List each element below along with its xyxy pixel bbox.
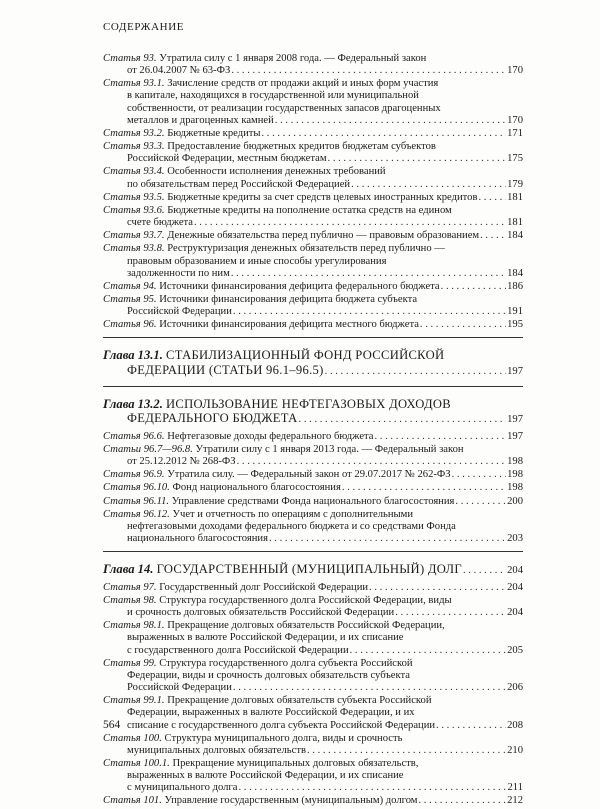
page-ref: 208 (507, 719, 523, 731)
page-ref: 204 (507, 565, 523, 577)
chapter-label: Глава 14. (103, 562, 154, 577)
toc-entry[interactable] (103, 658, 523, 694)
page-ref: 198 (507, 456, 523, 468)
dot-leader (420, 319, 506, 331)
article-title: Бюджетные кредиты за счет средств целевых иностранных кредитов (167, 191, 478, 203)
chapter-title: ФЕДЕРАЦИИ (СТАТЬИ 96.1–96.5) (127, 363, 324, 378)
toc-entry-line (103, 509, 523, 521)
toc-entry[interactable] (103, 53, 523, 77)
article-title: списание с государственного долга субъекта Российской Федерации (127, 719, 436, 731)
toc-entry-line (103, 65, 523, 77)
toc-entry-line (103, 53, 523, 65)
toc-entry-line (103, 607, 523, 619)
toc-entry-line (103, 230, 523, 242)
page-ref: 170 (507, 114, 523, 126)
toc-entry[interactable] (103, 319, 523, 331)
article-title: Прекращение муниципальных долговых обязательств, (172, 758, 419, 769)
page-ref: 197 (507, 414, 523, 426)
article-label: Статья 93.8. (103, 243, 165, 255)
article-title: Денежные обязательства перед публично — правовым образованием (167, 230, 480, 242)
toc-entry[interactable] (103, 469, 523, 481)
toc-entry-line (103, 670, 523, 682)
toc-chapter[interactable] (103, 562, 523, 579)
toc-entry[interactable] (103, 482, 523, 494)
toc-entry[interactable] (103, 166, 523, 190)
article-title: задолженности по ним (127, 267, 230, 279)
toc-entry-line (103, 521, 523, 533)
toc-entry-line (103, 733, 523, 745)
toc-entry-line (103, 645, 523, 657)
article-title: национального благосостояния (127, 533, 268, 545)
article-label: Статья 93.3. (103, 141, 165, 153)
toc-entry-line (103, 431, 523, 443)
article-title: собственности, от реализации государственных запасов драгоценных (127, 102, 441, 114)
article-title: выраженных в валюте Российской Федерации, и их списание (127, 632, 404, 644)
dot-leader (480, 230, 506, 242)
toc-entry-line (103, 595, 523, 607)
page-ref: 204 (507, 607, 523, 619)
toc-entry-line (103, 217, 523, 229)
article-label: Статья 101. (103, 795, 162, 807)
article-label: Статья 95. (103, 293, 157, 305)
article-title: Государственный долг Российской Федерации (159, 581, 369, 593)
article-label: Статья 93.6. (103, 204, 165, 216)
dot-leader (233, 306, 506, 318)
dot-leader (269, 533, 506, 545)
dot-leader (233, 682, 506, 694)
toc-entry[interactable] (103, 509, 523, 545)
toc-entry-line (103, 166, 523, 178)
toc-entry-line (103, 456, 523, 468)
article-label: Статья 93.7. (103, 230, 165, 242)
toc-entry[interactable] (103, 141, 523, 165)
chapter-title: ФЕДЕРАЛЬНОГО БЮДЖЕТА (127, 411, 298, 426)
article-title: Учет и отчетность по операциям с дополнительными (172, 508, 414, 520)
toc-entry-line (103, 720, 523, 732)
toc-entry-line (103, 707, 523, 719)
page-ref: 197 (507, 430, 523, 442)
toc-entry-line (103, 582, 523, 594)
toc-entry-line (103, 397, 523, 412)
toc-entry-line (103, 562, 523, 579)
toc-entry-line (103, 620, 523, 632)
dot-leader (342, 482, 506, 494)
article-label: Статья 93.5. (103, 191, 165, 203)
article-label: Статья 99. (103, 657, 157, 669)
toc-entry-line (103, 745, 523, 757)
article-title: Российской Федерации, местным бюджетам (127, 153, 327, 165)
page-ref: 212 (507, 795, 523, 807)
toc-entry-line (103, 268, 523, 280)
dot-leader (455, 496, 506, 508)
article-title: Реструктуризация денежных обязательств перед публично — (167, 243, 445, 255)
page-ref: 191 (507, 306, 523, 318)
toc-entry-line (103, 658, 523, 670)
toc-entry[interactable] (103, 78, 523, 127)
page-ref: 170 (507, 65, 523, 77)
dot-leader (351, 179, 506, 191)
article-title: Фонд национального благосостояния (172, 482, 341, 494)
toc-entry-line (103, 682, 523, 694)
toc-entry[interactable] (103, 205, 523, 229)
dot-leader (262, 128, 507, 140)
toc-entry[interactable] (103, 733, 523, 757)
page-ref: 198 (507, 482, 523, 494)
article-label: Статья 97. (103, 581, 157, 593)
article-title: Утратила силу. — Федеральный закон от 29.07.2017 № 262-ФЗ (167, 469, 451, 481)
toc-entry-line (103, 770, 523, 782)
toc-entry[interactable] (103, 431, 523, 443)
article-title: металлов и драгоценных камней (127, 114, 274, 126)
toc-entry-line (103, 141, 523, 153)
article-title: от 25.12.2012 № 268-ФЗ (127, 456, 236, 468)
toc-entry[interactable] (103, 128, 523, 140)
page-ref: 204 (507, 581, 523, 593)
article-label: Статья 96. (103, 319, 157, 331)
dot-leader (452, 469, 507, 481)
toc-entry-line (103, 281, 523, 293)
article-title: Предоставление бюджетных кредитов бюджетам субъектов (167, 141, 436, 153)
toc-entry-line (103, 444, 523, 456)
toc-entry[interactable] (103, 294, 523, 318)
article-title: счете бюджета (127, 217, 193, 229)
toc-entry-line (103, 153, 523, 165)
dot-leader (395, 607, 506, 619)
toc-entry-line (103, 294, 523, 306)
page-number: 564 (103, 719, 121, 731)
article-title: Структура государственного долга субъекта Российской (159, 657, 413, 669)
toc-entry-line (103, 103, 523, 115)
dot-leader (231, 268, 506, 280)
article-label: Статья 93. (103, 53, 157, 64)
page-ref: 171 (507, 127, 523, 139)
article-label: Статья 99.1. (103, 695, 165, 707)
toc-entry[interactable] (103, 582, 523, 594)
article-label: Статья 93.4. (103, 166, 165, 178)
dot-leader (194, 217, 506, 229)
toc-entry[interactable] (103, 243, 523, 279)
dot-leader (419, 795, 507, 807)
toc-entry-line (103, 90, 523, 102)
toc-entry-line (103, 496, 523, 508)
article-label: Статья 100. (103, 732, 162, 744)
chapter-title: ГОСУДАРСТВЕННЫЙ (МУНИЦИПАЛЬНЫЙ) ДОЛГ (156, 562, 462, 577)
dot-leader (325, 365, 506, 380)
toc-entry-line (103, 695, 523, 707)
article-label: Статья 96.6. (103, 430, 165, 442)
toc-entry[interactable] (103, 192, 523, 204)
toc-entry-line (103, 306, 523, 318)
article-title: с муниципального долга (127, 782, 238, 794)
dot-leader (350, 645, 506, 657)
toc-entry[interactable] (103, 758, 523, 794)
page-ref: 186 (507, 280, 523, 292)
toc-entry[interactable] (103, 281, 523, 293)
article-title: выраженных в валюте Российской Федерации, и их списание (127, 770, 404, 782)
toc-entry-line (103, 632, 523, 644)
article-label: Статья 96.11. (103, 495, 170, 507)
article-label: Статья 96.12. (103, 508, 170, 520)
dot-leader (436, 720, 506, 732)
article-title: нефтегазовыми доходами федерального бюджета и со средствами Фонда (127, 520, 456, 532)
page-ref: 184 (507, 230, 523, 242)
article-title: Российской Федерации (127, 306, 232, 318)
toc-entry-line (103, 758, 523, 770)
article-title: в капитале, находящихся в государственной или муниципальной (127, 90, 419, 102)
toc-chapter[interactable] (103, 397, 523, 428)
toc-entry-line (103, 128, 523, 140)
dot-leader (299, 413, 507, 428)
article-title: Управление государственным (муниципальным) долгом (164, 795, 418, 807)
running-header: СОДЕРЖАНИЕ (103, 21, 185, 33)
toc-chapter[interactable] (103, 348, 523, 379)
chapter-title: ИСПОЛЬЗОВАНИЕ НЕФТЕГАЗОВЫХ ДОХОДОВ (166, 396, 451, 411)
chapter-divider (103, 551, 523, 552)
article-label: Статьи 96.7—96.8. (103, 443, 193, 455)
toc-entry-line (103, 78, 523, 90)
toc-entry-line (103, 192, 523, 204)
page-ref: 179 (507, 178, 523, 190)
dot-leader (238, 782, 506, 794)
page-ref: 197 (507, 366, 523, 378)
article-title: Нефтегазовые доходы федерального бюджета (167, 430, 374, 442)
chapter-divider (103, 386, 523, 387)
article-label: Статья 100.1. (103, 758, 170, 769)
chapter-label: Глава 13.2. (103, 396, 163, 411)
toc-entry[interactable] (103, 795, 523, 807)
article-title: муниципальных долговых обязательств (127, 744, 306, 756)
page-ref: 211 (507, 782, 523, 794)
page-ref: 200 (507, 495, 523, 507)
toc-entry-line (103, 782, 523, 794)
chapter-divider (103, 337, 523, 338)
article-title: по обязательствам перед Российской Федерацией (127, 178, 351, 190)
dot-leader (375, 431, 507, 443)
article-title: Зачисление средств от продажи акций и иных форм участия (167, 78, 439, 90)
toc-entry[interactable] (103, 230, 523, 242)
article-title: Особенности исполнения денежных требований (167, 166, 386, 178)
article-title: Утратила силу с 1 января 2008 года. — Федеральный закон (159, 53, 427, 64)
toc-entry-line (103, 179, 523, 191)
article-title: с государственного долга Российской Федерации (127, 644, 349, 656)
article-title: и срочность долговых обязательств Российской Федерации (127, 607, 395, 619)
page-ref: 181 (507, 191, 523, 203)
page-ref: 205 (507, 644, 523, 656)
article-label: Статья 96.9. (103, 469, 165, 481)
toc-entry-line (103, 482, 523, 494)
article-title: Источники финансирования дефицита федерального бюджета (159, 280, 440, 292)
dot-leader (307, 745, 506, 757)
article-title: Прекращение долговых обязательств Российской Федерации, (167, 620, 445, 632)
page-ref: 184 (507, 267, 523, 279)
toc-entry-line (103, 363, 523, 380)
toc-entry[interactable] (103, 695, 523, 731)
article-title: Бюджетные кредиты на пополнение остатка средств на едином (167, 204, 452, 216)
chapter-title: СТАБИЛИЗАЦИОННЫЙ ФОНД РОССИЙСКОЙ (166, 348, 445, 363)
toc-entry-line (103, 243, 523, 255)
page-ref: 210 (507, 744, 523, 756)
page-ref: 203 (507, 533, 523, 545)
dot-leader (275, 115, 506, 127)
toc-entry-line (103, 469, 523, 481)
dot-leader (231, 65, 506, 77)
toc-entry-line (103, 348, 523, 363)
article-label: Статья 94. (103, 280, 157, 292)
article-title: Российской Федерации (127, 682, 232, 694)
dot-leader (441, 281, 506, 293)
page-ref: 181 (507, 217, 523, 229)
toc-entry-line (103, 533, 523, 545)
article-title: Управление средствами Фонда национального благосостояния (171, 495, 455, 507)
article-title: Источники финансирования дефицита местного бюджета (159, 319, 419, 331)
toc-entry-line (103, 115, 523, 127)
toc-entry[interactable] (103, 620, 523, 656)
toc-entry[interactable] (103, 496, 523, 508)
article-title: Федерации, виды и срочность долговых обязательств субъекта (127, 669, 410, 681)
toc-entry-line (103, 205, 523, 217)
page-ref: 206 (507, 682, 523, 694)
article-label: Статья 98. (103, 594, 157, 606)
dot-leader (478, 192, 506, 204)
toc-entry[interactable] (103, 444, 523, 468)
article-title: Источники финансирования дефицита бюджета субъекта (159, 293, 418, 305)
page-ref: 175 (507, 153, 523, 165)
dot-leader (328, 153, 507, 165)
article-title: правовым образованием и иные способы урегулирования (127, 255, 387, 267)
article-title: Бюджетные кредиты (167, 127, 261, 139)
chapter-label: Глава 13.1. (103, 348, 163, 363)
article-title: Прекращение долговых обязательств субъекта Российской (167, 695, 432, 707)
article-label: Статья 98.1. (103, 620, 165, 632)
dot-leader (369, 582, 506, 594)
article-label: Статья 96.10. (103, 482, 170, 494)
toc-entry-line (103, 795, 523, 807)
toc-entry-line (103, 319, 523, 331)
toc-entry-line (103, 256, 523, 268)
page-ref: 195 (507, 319, 523, 331)
toc-entry[interactable] (103, 595, 523, 619)
article-title: Федерации, выраженных в валюте Российской Федерации, и их (127, 707, 415, 719)
article-title: Утратили силу с 1 января 2013 года. — Федеральный закон (195, 443, 464, 455)
article-title: Структура государственного долга Российской Федерации, виды (159, 594, 452, 606)
article-label: Статья 93.2. (103, 127, 165, 139)
article-label: Статья 93.1. (103, 78, 165, 90)
article-title: Структура муниципального долга, виды и срочность (164, 732, 403, 744)
article-title: от 26.04.2007 № 63-ФЗ (127, 65, 231, 77)
page-ref: 198 (507, 469, 523, 481)
toc-entry-line (103, 411, 523, 428)
table-of-contents (103, 53, 523, 809)
dot-leader (463, 564, 506, 579)
dot-leader (237, 456, 507, 468)
